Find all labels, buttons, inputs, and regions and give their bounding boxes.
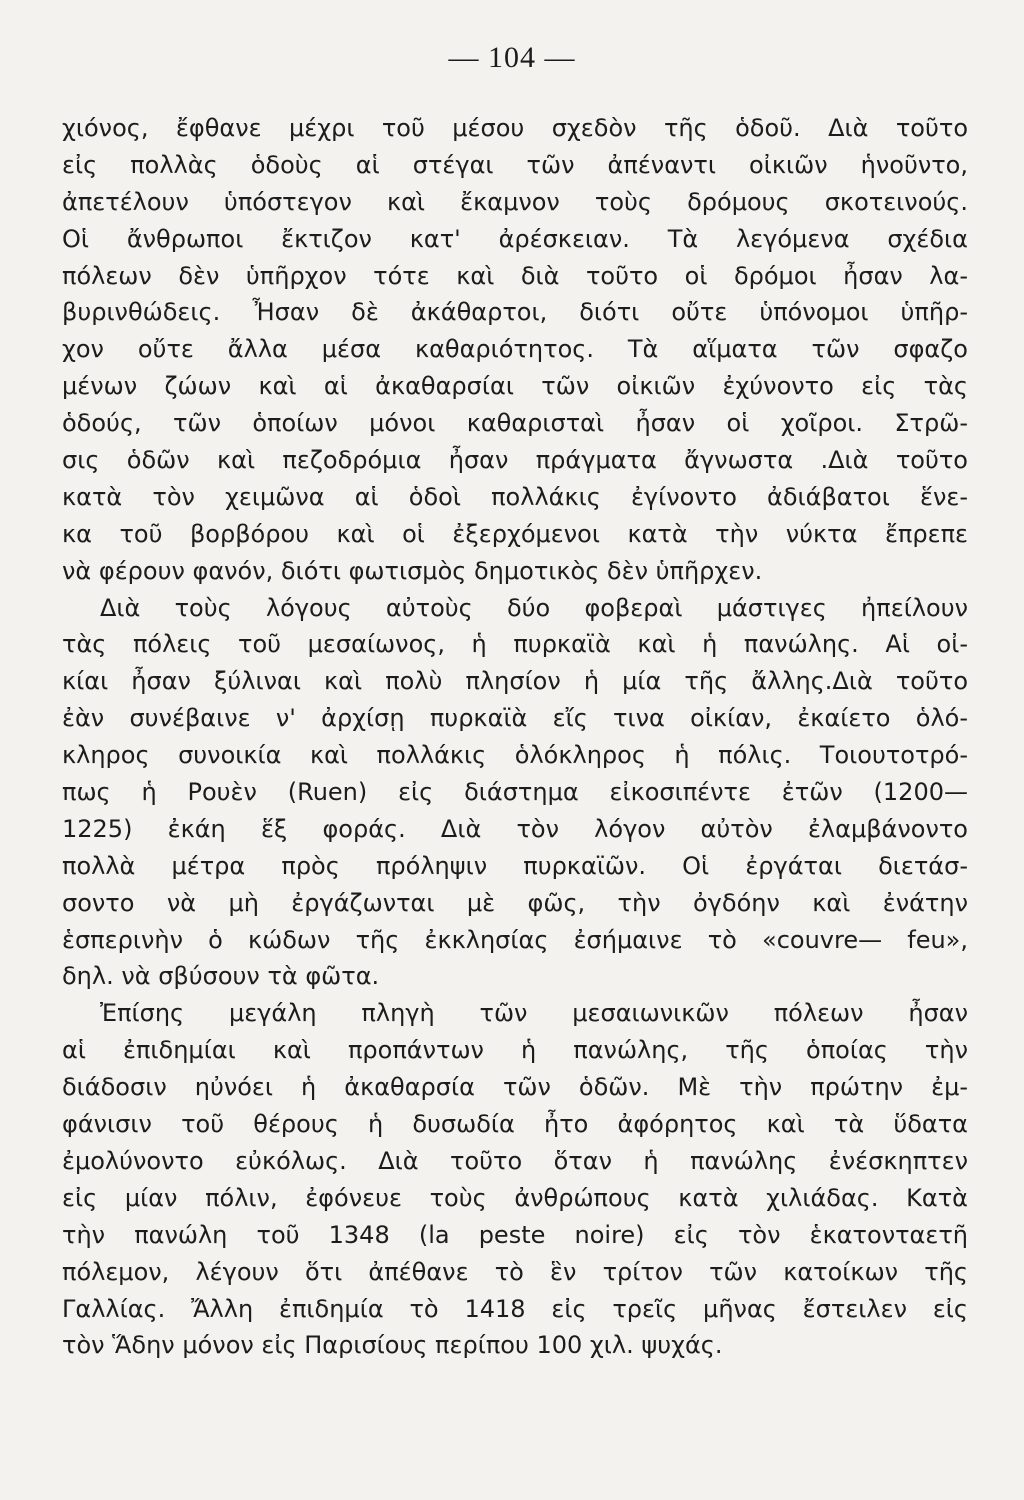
text-line: εἰς πολλὰς ὁδοὺς αἱ στέγαι τῶν ἀπέναντι οἰκιῶν ἡνοῦντο, [62,150,968,179]
text-line: ἐμολύνοντο εὐκόλως. Διὰ τοῦτο ὅταν ἡ πανώλης ἐνέσκηπτεν [62,1146,968,1175]
text-line: χον οὔτε ἄλλα μέσα καθαριότητος. Τὰ αἵματα τῶν σφαζο [62,335,968,364]
text-line: 1225) ἐκάη ἕξ φοράς. Διὰ τὸν λόγον αὐτὸν ἐλαμβάνοντο [62,814,968,843]
body-text [62,110,968,1364]
text-line: σις ὁδῶν καὶ πεζοδρόμια ἦσαν πράγματα ἄγνωστα .Διὰ τοῦτο [62,446,968,475]
text-line: πολλὰ μέτρα πρὸς πρόληψιν πυρκαϊῶν. Οἱ ἐργάται διετάσ- [62,851,968,880]
text-line: αἱ ἐπιδημίαι καὶ προπάντων ἡ πανώλης, τῆς ὁποίας τὴν [62,1036,968,1065]
text-line: ὁδούς, τῶν ὁποίων μόνοι καθαρισταὶ ἦσαν οἱ χοῖροι. Στρῶ- [62,409,968,438]
text-line: πόλεων δὲν ὑπῆρχον τότε καὶ διὰ τοῦτο οἱ δρόμοι ἦσαν λα- [62,261,968,290]
text-line: ἐὰν συνέβαινε ν' ἀρχίσῃ πυρκαϊὰ εἴς τινα οἰκίαν, ἐκαίετο ὁλό- [62,704,968,733]
paragraph-end-line: τὸν Ἅδην μόνον εἰς Παρισίους περίπου 100 χιλ. ψυχάς. [62,1331,723,1360]
text-line: ἑσπερινὴν ὁ κώδων τῆς ἐκκλησίας ἐσήμαινε τὸ «couvre— feu», [62,925,968,954]
text-line: τὴν πανώλη τοῦ 1348 (la peste noire) εἰς τὸν ἑκατονταετῆ [62,1220,968,1249]
text-line: φάνισιν τοῦ θέρους ἡ δυσωδία ἦτο ἀφόρητος καὶ τὰ ὕδατα [62,1110,968,1139]
text-line: κα τοῦ βορβόρου καὶ οἱ ἐξερχόμενοι κατὰ τὴν νύκτα ἔπρεπε [62,519,968,548]
text-line: Οἱ ἄνθρωποι ἔκτιζον κατ' ἀρέσκειαν. Τὰ λεγόμενα σχέδια [62,224,968,253]
paragraph-end-line: δηλ. νὰ σβύσουν τὰ φῶτα. [62,962,380,991]
paragraph-start-line: Ἐπίσης μεγάλη πληγὴ τῶν μεσαιωνικῶν πόλεων ἦσαν [100,999,968,1028]
text-line: τὰς πόλεις τοῦ μεσαίωνος, ἡ πυρκαϊὰ καὶ ἡ πανώλης. Αἱ οἰ- [62,630,968,659]
text-line: Γαλλίας. Ἄλλη ἐπιδημία τὸ 1418 εἰς τρεῖς μῆνας ἔστειλεν εἰς [62,1294,968,1323]
text-line: πόλεμον, λέγουν ὅτι ἀπέθανε τὸ ἓν τρίτον τῶν κατοίκων τῆς [62,1257,968,1286]
text-line: κίαι ἦσαν ξύλιναι καὶ πολὺ πλησίον ἡ μία τῆς ἄλλης.Διὰ τοῦτο [62,667,968,696]
paragraph-end-line: νὰ φέρουν φανόν, διότι φωτισμὸς δημοτικὸς δὲν ὑπῆρχεν. [62,556,763,585]
text-line: ἀπετέλουν ὑπόστεγον καὶ ἔκαμνον τοὺς δρόμους σκοτεινούς. [62,187,968,216]
text-line: σοντο νὰ μὴ ἐργάζωνται μὲ φῶς, τὴν ὀγδόην καὶ ἐνάτην [62,888,968,917]
text-line: διάδοσιν ηὐνόει ἡ ἀκαθαρσία τῶν ὁδῶν. Μὲ τὴν πρώτην ἐμ- [62,1073,968,1102]
paragraph-start-line: Διὰ τοὺς λόγους αὐτοὺς δύο φοβεραὶ μάστιγες ἠπείλουν [100,593,968,622]
text-line: βυρινθώδεις. Ἦσαν δὲ ἀκάθαρτοι, διότι οὔτε ὑπόνομοι ὑπῆρ- [62,298,968,327]
page-number: — 104 — [448,41,576,74]
text-line: μένων ζώων καὶ αἱ ἀκαθαρσίαι τῶν οἰκιῶν ἐχύνοντο εἰς τὰς [62,372,968,401]
text-line: κατὰ τὸν χειμῶνα αἱ ὁδοὶ πολλάκις ἐγίνοντο ἀδιάβατοι ἕνε- [62,482,968,511]
text-line: πως ἡ Ρουὲν (Ruen) εἰς διάστημα εἰκοσιπέντε ἐτῶν (1200— [62,778,968,807]
text-line: χιόνος, ἔφθανε μέχρι τοῦ μέσου σχεδὸν τῆς ὁδοῦ. Διὰ τοῦτο [62,114,968,142]
text-line: κληρος συνοικία καὶ πολλάκις ὁλόκληρος ἡ πόλις. Τοιουτοτρό- [62,741,968,770]
text-line: εἰς μίαν πόλιν, ἐφόνευε τοὺς ἀνθρώπους κατὰ χιλιάδας. Κατὰ [62,1183,968,1212]
